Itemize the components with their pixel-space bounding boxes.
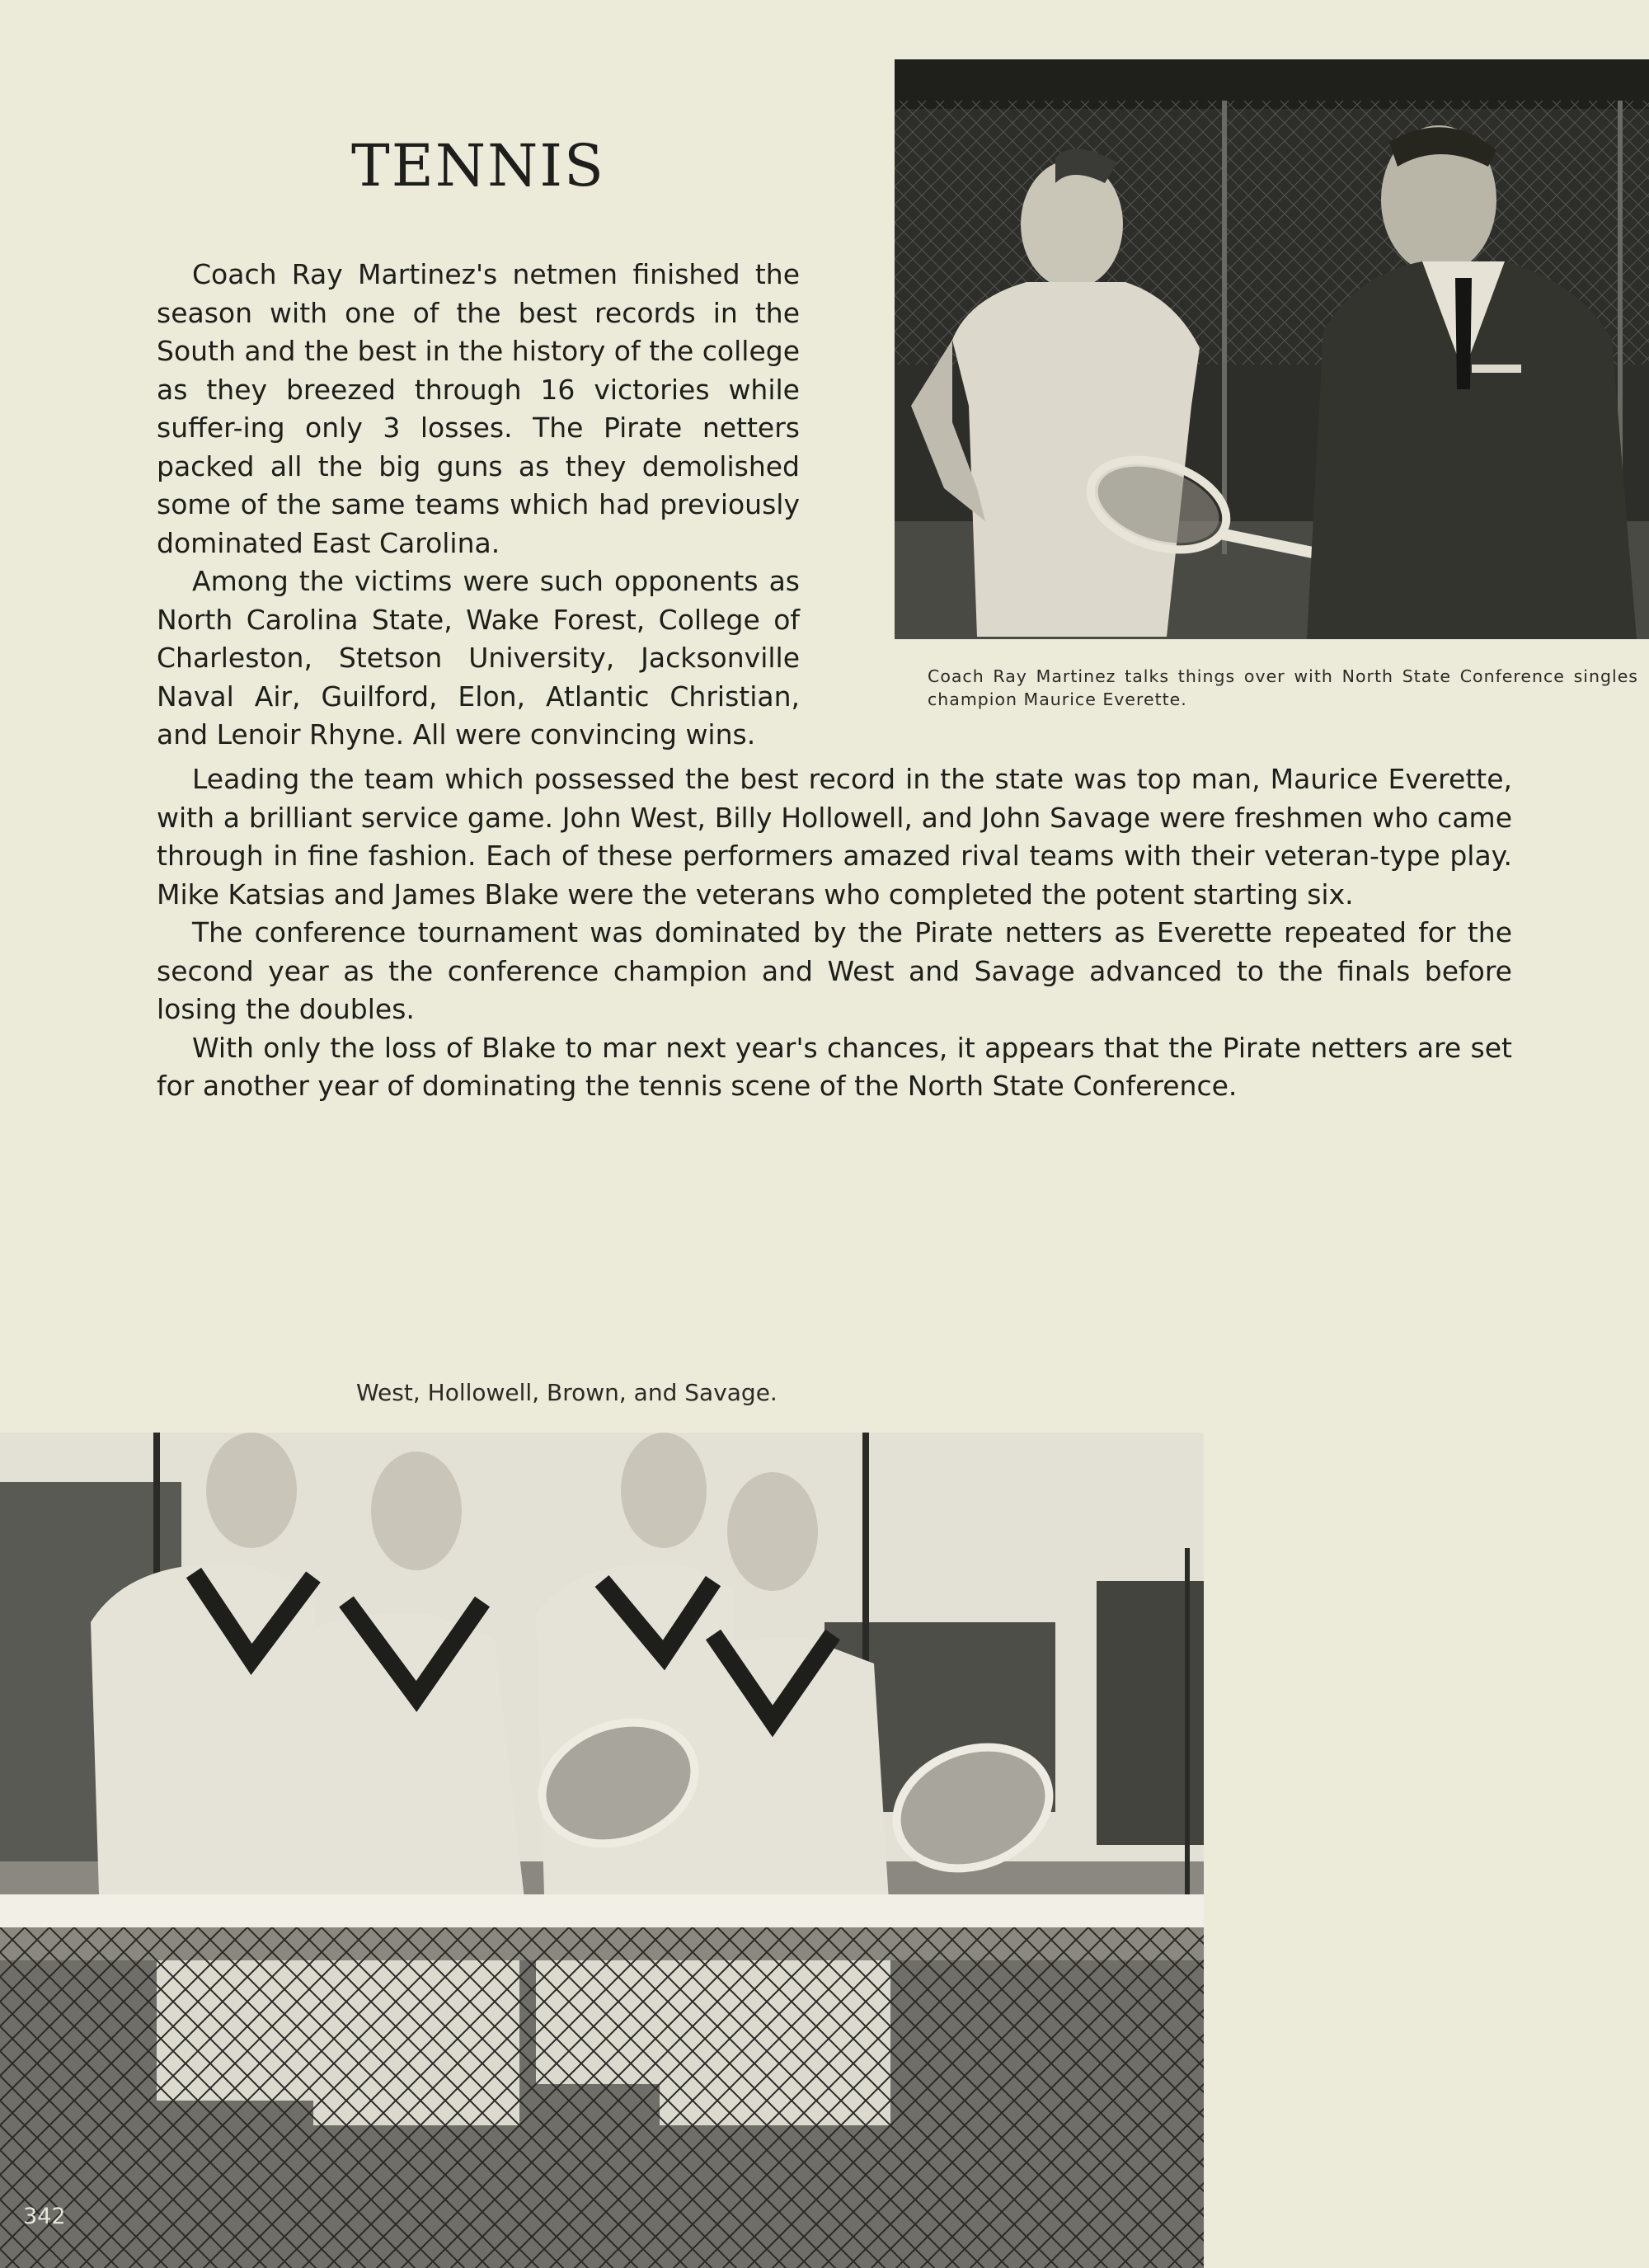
photo-illustration [895,59,1649,639]
photo-illustration [0,1433,1204,2268]
paragraph: Leading the team which possessed the best record in the state was top man, Maurice Everette, with a brilliant service game. John West, Billy Hollowell, and John Savage were freshmen who came through in fine fashion. Each of these performers amazed rival teams with their veteran-type play. Mike Katsias and James Blake were the veterans who completed the potent starting six. [157,763,1512,910]
page-number: 342 [23,2204,66,2229]
main-text-column [157,760,1512,1106]
paragraph: Coach Ray Martinez's netmen finished the season with one of the best records in the South and the best in the history of the college as they breezed through 16 victories while suffer-ing only 3 losses. The Pirate netters packed all the big guns as they demolished some of the same teams which had previously dominated East Carolina. [157,258,800,559]
paragraph: Among the victims were such opponents as North Carolina State, Wake Forest, College of Charleston, Stetson University, Jacksonville Naval Air, Guilford, Elon, Atlantic Christian, and Lenoir Rhyne. All were convincing wins. [157,565,800,751]
bottom-photo-caption: West, Hollowell, Brown, and Savage. [356,1379,778,1406]
paragraph: The conference tournament was dominated by the Pirate netters as Everette repeated for the second year as the conference champion and West and Savage advanced to the finals before losing the doubles. [157,916,1512,1025]
page-title: TENNIS [351,132,605,200]
intro-text-column [157,256,800,755]
team-photo [0,1433,1204,2268]
paragraph: With only the loss of Blake to mar next year's chances, it appears that the Pirate netters are set for another year of dominating the tennis scene of the North State Conference. [157,1031,1512,1102]
top-photo-caption: Coach Ray Martinez talks things over with North State Conference singles champion Maurice Everette. [928,666,1638,709]
coach-and-player-photo [895,59,1649,639]
